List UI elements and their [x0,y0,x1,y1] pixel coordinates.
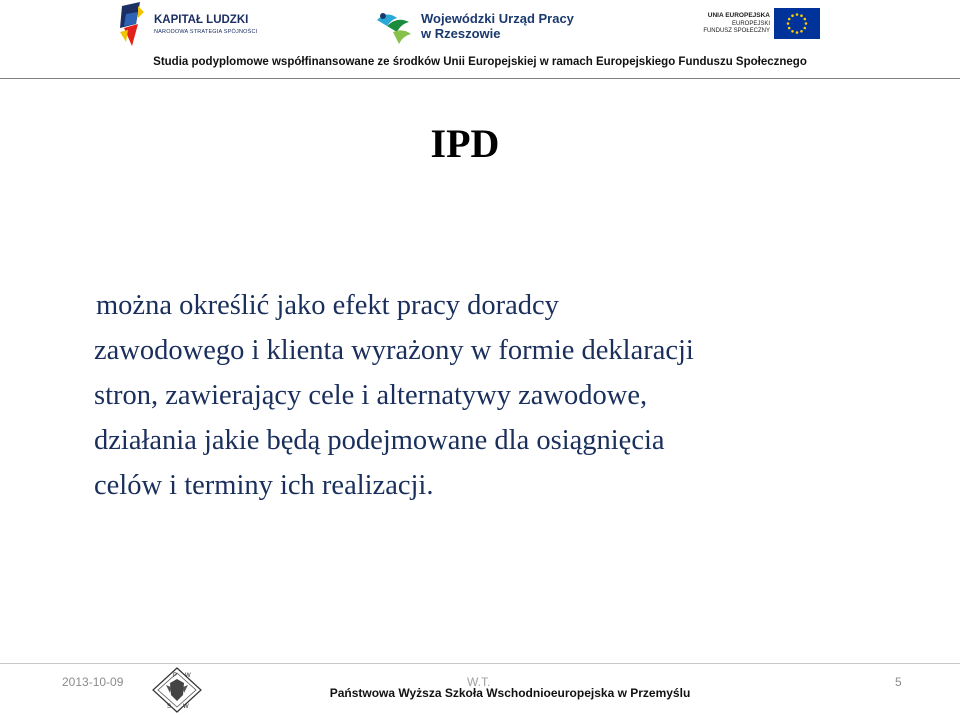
page-number: 5 [895,675,902,689]
wup-name-line1: Wojewódzki Urząd Pracy [421,11,574,26]
body-line-5: celów i terminy ich realizacji. [94,470,434,501]
footer-school-name: Państwowa Wyższa Szkoła Wschodnioeuropejska w Przemyślu [329,686,691,700]
svg-text:W: W [185,673,191,679]
eu-label-line3: FUNDUSZ SPOŁECZNY [703,28,770,34]
wup-name [421,11,574,41]
footer-divider [0,663,960,664]
cofinancing-tagline: Studia podyplomowe współfinansowane ze środków Unii Europejskiej w ramach Europejskiego Funduszu Społecznego [153,56,807,68]
kapital-ludzki-icon [118,2,150,48]
kapital-ludzki-subtitle: NARODOWA STRATEGIA SPÓJNOŚCI [154,29,258,35]
footer-author: W.T. [467,675,491,689]
wup-bird-icon [373,6,417,50]
slide-body [94,283,914,508]
eu-label [703,12,770,36]
eu-flag-icon [774,8,820,39]
svg-text:P: P [173,673,178,679]
header-logos [0,0,960,80]
wup-logo [373,6,573,50]
kapital-ludzki-name: KAPITAŁ LUDZKI [154,14,249,26]
eu-label-line2: EUROPEJSKI [731,20,770,27]
svg-text:S: S [167,704,172,710]
body-line-3: stron, zawierający cele i alternatywy zawodowe, [94,380,648,411]
body-line-1: można określić jako efekt pracy doradcy [96,290,559,321]
slide-title: IPD [430,121,500,166]
header-divider [0,78,960,79]
wup-name-line2: w Rzeszowie [421,26,501,41]
body-line-4: działania jakie będą podejmowane dla osiągnięcia [94,425,665,456]
body-line-2: zawodowego i klienta wyrażony w formie deklaracji [94,335,694,366]
svg-text:W: W [183,704,189,710]
eu-logo [703,6,826,42]
eu-label-line1: UNIA EUROPEJSKA [707,12,770,19]
footer-date: 2013-10-09 [62,675,124,689]
kapital-ludzki-logo [118,2,258,48]
